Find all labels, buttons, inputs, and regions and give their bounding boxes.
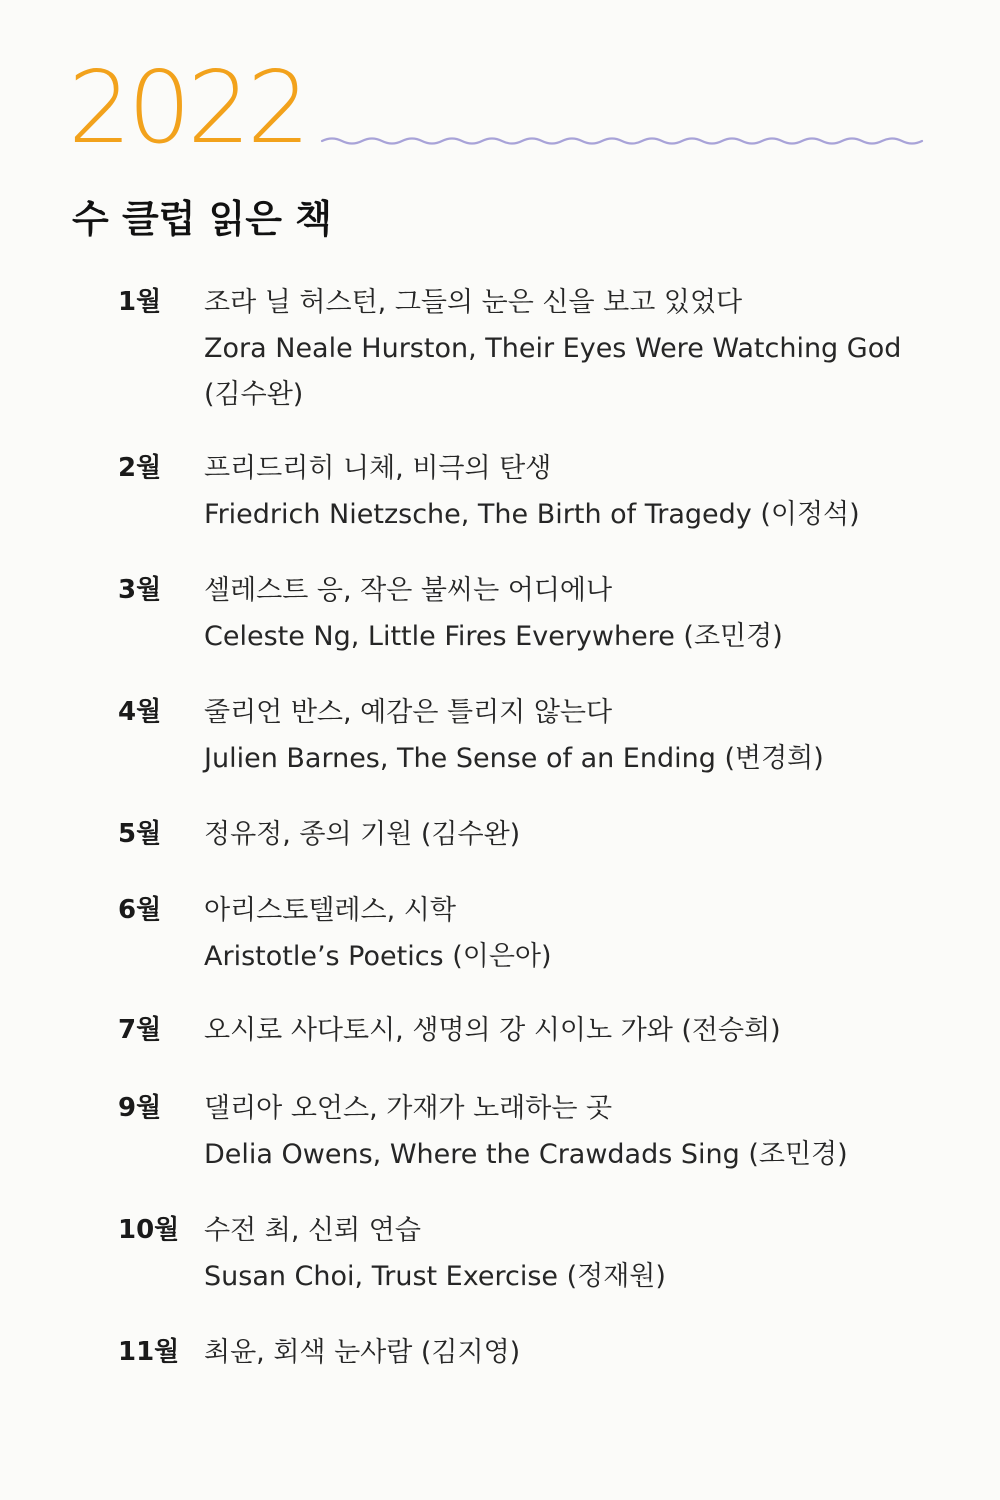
entry-line-korean: 최윤, 회색 눈사람 (김지영) bbox=[204, 1337, 521, 1368]
entry-line-korean: 오시로 사다토시, 생명의 강 시이노 가와 (전승희) bbox=[204, 1015, 781, 1046]
page-heading: 수 클럽 읽은 책 bbox=[72, 197, 332, 241]
entry-line-reader: (김수완) bbox=[204, 379, 304, 410]
month-label: 2월 bbox=[118, 453, 162, 483]
month-label: 6월 bbox=[118, 895, 162, 925]
month-label: 5월 bbox=[118, 819, 162, 849]
wave-divider bbox=[320, 130, 965, 152]
entry-line-korean: 수전 최, 신뢰 연습 bbox=[204, 1215, 421, 1246]
entry-line-korean: 조라 닐 허스턴, 그들의 눈은 신을 보고 있었다 bbox=[204, 287, 743, 318]
entry-line-english: Zora Neale Hurston, Their Eyes Were Watching God bbox=[204, 333, 902, 364]
entry-line-english: Friedrich Nietzsche, The Birth of Tragedy (이정석) bbox=[204, 499, 860, 530]
entry-line-korean: 정유정, 종의 기원 (김수완) bbox=[204, 819, 521, 850]
month-label: 10월 bbox=[118, 1215, 180, 1245]
entry-line-korean: 아리스토텔레스, 시학 bbox=[204, 895, 456, 926]
month-label: 4월 bbox=[118, 697, 162, 727]
month-label: 7월 bbox=[118, 1015, 162, 1045]
entry-line-korean: 댈리아 오언스, 가재가 노래하는 곳 bbox=[204, 1093, 613, 1124]
entry-line-korean: 프리드리히 니체, 비극의 탄생 bbox=[204, 453, 552, 484]
month-label: 9월 bbox=[118, 1093, 162, 1123]
year-title: 2022 bbox=[68, 49, 307, 166]
entry-line-english: Celeste Ng, Little Fires Everywhere (조민경) bbox=[204, 621, 783, 652]
entry-line-korean: 셀레스트 응, 작은 불씨는 어디에나 bbox=[204, 575, 613, 606]
entry-line-english: Aristotle’s Poetics (이은아) bbox=[204, 941, 552, 972]
entry-line-korean: 줄리언 반스, 예감은 틀리지 않는다 bbox=[204, 697, 613, 728]
month-label: 3월 bbox=[118, 575, 162, 605]
month-label: 1월 bbox=[118, 287, 162, 317]
entry-line-english: Susan Choi, Trust Exercise (정재원) bbox=[204, 1261, 666, 1292]
entry-line-english: Julien Barnes, The Sense of an Ending (변경희) bbox=[204, 743, 824, 774]
entry-line-english: Delia Owens, Where the Crawdads Sing (조민경) bbox=[204, 1139, 848, 1170]
month-label: 11월 bbox=[118, 1337, 180, 1367]
